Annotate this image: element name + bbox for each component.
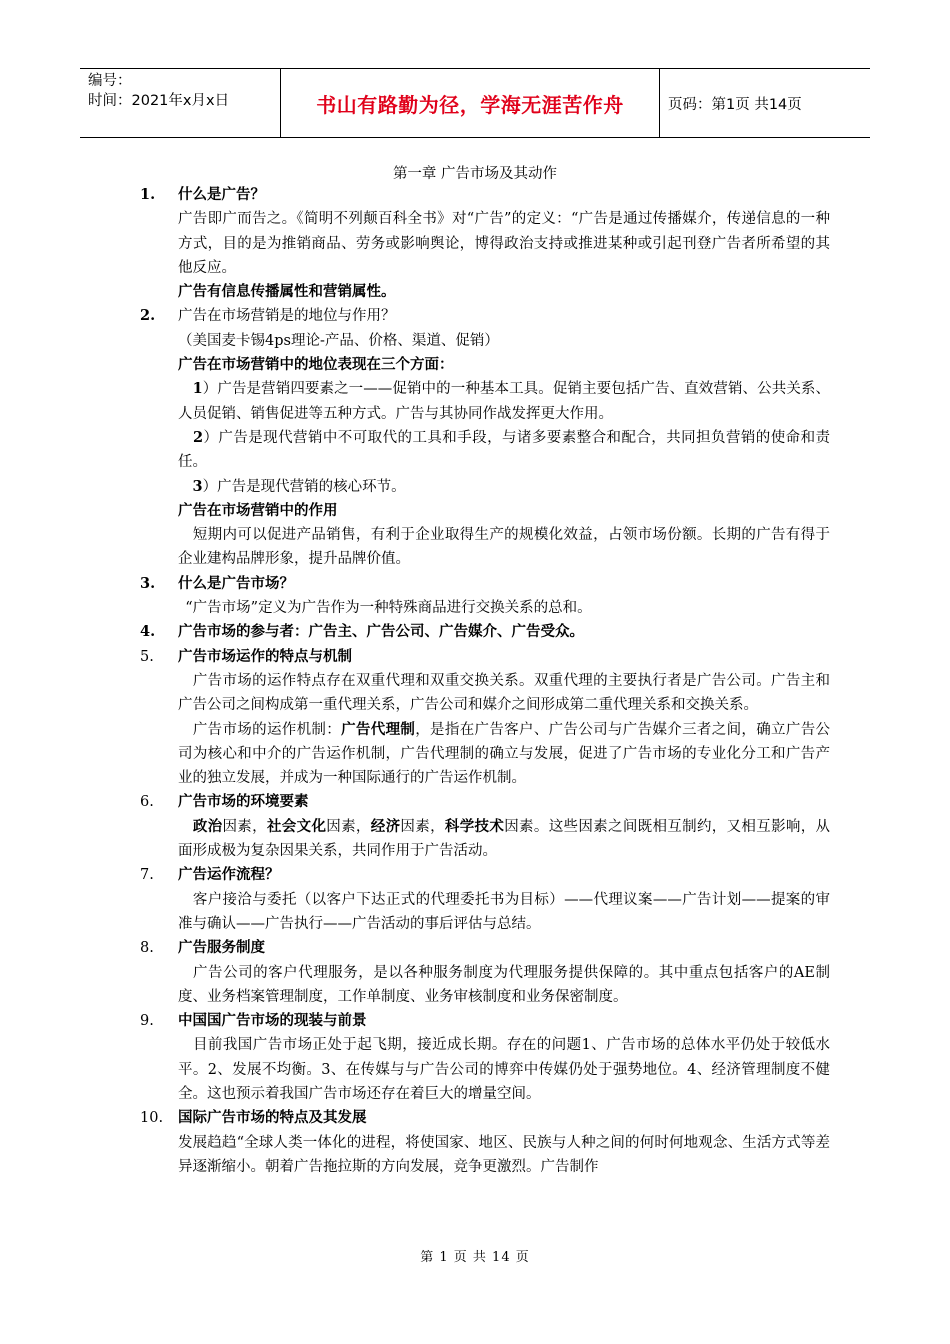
paragraph-text: 广告市场的运作特点存在双重代理和双重交换关系。双重代理的主要执行者是广告公司。广告主和广告公司之间构成第一重代理关系，广告公司和媒介之间形成第二重代理关系和交换关系。 <box>178 672 830 714</box>
section-heading <box>140 645 830 669</box>
paragraph <box>140 523 830 572</box>
paragraph <box>140 669 830 718</box>
section-number: 4. <box>140 623 156 641</box>
term: 社会文化 <box>266 817 327 835</box>
term-agency-system: 广告代理制 <box>341 720 416 738</box>
header-info <box>80 69 281 137</box>
section-heading <box>140 790 830 814</box>
term: 科学技术 <box>444 817 505 835</box>
paragraph <box>140 815 830 864</box>
section-title: 广告服务制度 <box>178 939 265 957</box>
paragraph-text: 因素， <box>222 818 267 835</box>
item-number: 2 <box>192 428 204 446</box>
section-number: 3. <box>140 574 156 592</box>
doc-code-label: 编号： <box>88 73 132 89</box>
section-title: 国际广告市场的特点及其发展 <box>178 1109 367 1127</box>
paragraph: 广告即广而告之。《简明不列颠百科全书》对“广告”的定义：“广告是通过传播媒介，传递信息的一种方式，目的是为推销商品、劳务或影响舆论，博得政治支持或推进某种或引起刊登广告者所希望的其他反应。 <box>178 211 830 276</box>
section-heading <box>140 863 830 887</box>
item-number: 1 <box>192 380 203 398</box>
item-text: ）广告是营销四要素之一——促销中的一种基本工具。促销主要包括广告、直效营销、公共关系、人员促销、销售促进等五种方式。广告与其协同作战发挥更大作用。 <box>178 381 830 422</box>
section-title: 什么是广告？ <box>178 186 265 203</box>
paragraph <box>140 888 830 937</box>
item-text: ）广告是现代营销中不可取代的工具和手段，与诸多要素整合和配合，共同担负营销的使命和责任。 <box>178 429 831 471</box>
section-number: 10. <box>140 1110 164 1127</box>
paragraph-text: 目前我国广告市场正处于起飞期，接近成长期。存在的问题1、广告市场的总体水平仍处于较低水平。2、发展不均衡。3、在传媒与与广告公司的博弈中传媒仍处于强势地位。4、经济管理制度不健全。这也预示着我国广告市场还存在着巨大的增量空间。 <box>178 1037 830 1102</box>
paragraph-text: 短期内可以促进产品销售，有利于企业取得生产的规模化效益，占领市场份额。长期的广告有得于企业建构品牌形象，提升品牌价值。 <box>178 527 830 568</box>
header-motto: 书山有路勤为径，学海无涯苦作舟 <box>281 69 660 137</box>
paragraph <box>140 596 830 620</box>
section-heading <box>140 936 830 960</box>
paragraph-bold: 广告有信息传播属性和营销属性。 <box>178 283 396 301</box>
item-text: ）广告是现代营销的核心环节。 <box>202 478 406 495</box>
paragraph-text: ，是指在广告客户、广告公司与广告媒介三者之间，确立广告公司为核心和中介的广告运作机制，广告代理制的确立与发展，促进了广告市场的专业化分工和广告产业的独立发展，并成为一种国际通行的广告运作机制。 <box>178 721 831 787</box>
section-number: 6. <box>140 794 154 811</box>
paragraph: 发展趋趋“全球人类一体化的进程，将使国家、地区、民族与人种之间的何时何地观念、生活方式等差异逐渐缩小。朝着广告拖拉斯的方向发展，竞争更激烈。广告制作 <box>178 1134 830 1175</box>
paragraph <box>140 377 830 426</box>
section-title: 广告市场的参与者：广告主、广告公司、广告媒介、广告受众。 <box>178 623 584 641</box>
term: 经济 <box>370 817 401 835</box>
chapter-title: 第一章 广告市场及其动作 <box>392 166 558 182</box>
paragraph <box>140 1033 830 1106</box>
subheading: 广告在市场营销中的作用 <box>178 501 338 519</box>
paragraph-text: 广告公司的客户代理服务，是以各种服务制度为代理服务提供保障的。其中重点包括客户的AE制度、业务档案管理制度，工作单制度、业务审核制度和业务保密制度。 <box>178 964 830 1005</box>
paragraph-text: 因素， <box>400 818 445 835</box>
paragraph <box>140 426 830 475</box>
section-heading <box>140 1106 830 1130</box>
section-number: 7. <box>140 867 154 884</box>
header-page-number: 页码：第1页 共14页 <box>668 96 802 113</box>
document-body <box>140 183 830 1179</box>
section-heading <box>140 620 830 644</box>
paragraph <box>140 961 830 1010</box>
paragraph <box>140 718 830 791</box>
paragraph-text: 因素， <box>326 818 371 835</box>
term: 政治 <box>192 817 223 835</box>
item-number: 3 <box>192 477 203 495</box>
section-title: 广告市场运作的特点与机制 <box>178 647 352 665</box>
section-title: 什么是广告市场？ <box>178 574 294 592</box>
paragraph-text: 客户接洽与委托（以客户下达正式的代理委托书为目标）——代理议案——广告计划——提案的审准与确认——广告执行——广告活动的事后评估与总结。 <box>178 891 831 932</box>
section-number: 2. <box>140 307 156 325</box>
section-heading <box>140 572 830 596</box>
section-title: 广告运作流程？ <box>178 866 280 884</box>
page-footer: 第 1 页 共 14 页 <box>420 1250 530 1265</box>
section-number: 9. <box>140 1013 154 1030</box>
section-title: 中国国广告市场的现装与前景 <box>178 1012 367 1030</box>
paragraph-text: “广告市场”定义为广告作为一种特殊商品进行交换关系的总和。 <box>185 600 592 617</box>
page-header <box>80 68 870 138</box>
section-heading <box>140 304 830 328</box>
paragraph: （美国麦卡锡4ps理论-产品、价格、渠道、促销） <box>178 332 499 349</box>
section-heading <box>140 183 830 207</box>
paragraph <box>140 475 830 499</box>
section-number: 1. <box>140 186 156 203</box>
subheading: 广告在市场营销中的地位表现在三个方面： <box>178 356 454 374</box>
section-title: 广告在市场营销是的地位与作用？ <box>178 308 396 325</box>
section-number: 8. <box>140 940 154 957</box>
paragraph-text: 因素。这些因素之间既相互制约，又相互影响，从面形成极为复杂因果关系，共同作用于广告活动。 <box>178 818 831 860</box>
section-title: 广告市场的环境要素 <box>178 793 309 811</box>
doc-date-label: 时间：2021年x月x日 <box>88 93 230 109</box>
section-number: 5. <box>140 648 154 665</box>
paragraph-text: 广告市场的运作机制： <box>192 721 342 738</box>
section-heading <box>140 1009 830 1033</box>
